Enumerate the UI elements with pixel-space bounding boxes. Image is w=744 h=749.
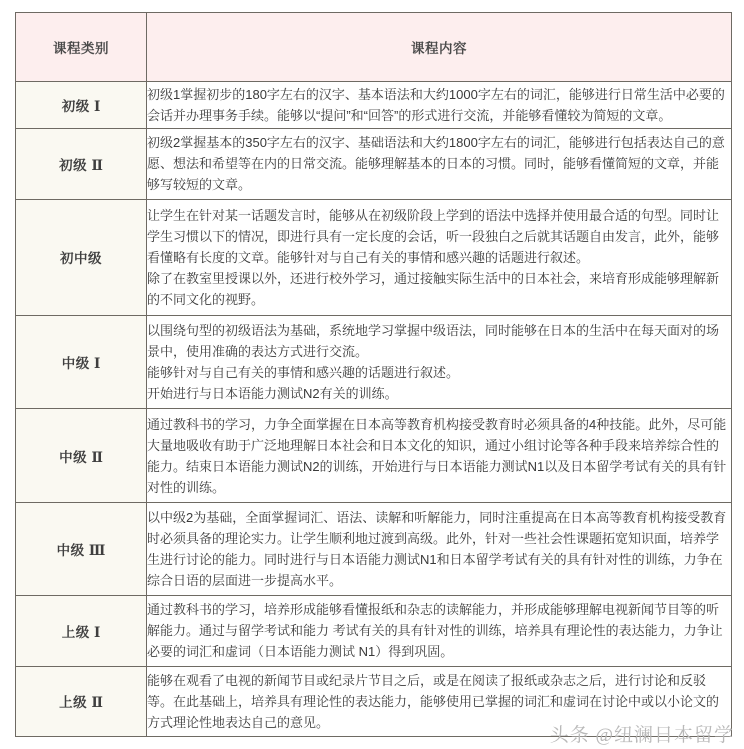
category-level: Ⅰ	[93, 624, 101, 640]
content-cell	[147, 502, 732, 595]
category-level: Ⅰ	[93, 99, 101, 115]
category-cell	[16, 596, 147, 666]
content-text-block	[147, 414, 731, 498]
content-paragraph: 除了在教室里授课以外，还进行校外学习，通过接触实际生活中的日本社会，来培育形成能够理解新的不同文化的视野。	[147, 270, 720, 307]
content-cell	[147, 129, 732, 199]
category-cell	[16, 199, 147, 315]
content-cell	[147, 409, 732, 502]
header-cell-category: 课程类别	[16, 13, 147, 82]
table-row	[16, 666, 732, 736]
table-row	[16, 502, 732, 595]
table-row	[16, 199, 732, 315]
content-cell	[147, 596, 732, 666]
category-label: 中级	[59, 449, 88, 465]
category-label: 初中级	[60, 251, 102, 267]
course-level-table	[15, 12, 732, 737]
content-text-block	[147, 507, 731, 591]
table-row	[16, 596, 732, 666]
content-text-block	[147, 320, 731, 404]
category-label: 初级	[61, 99, 90, 115]
category-level: Ⅰ	[93, 356, 101, 372]
content-cell	[147, 666, 732, 736]
category-label: 中级	[61, 356, 90, 372]
table-row	[16, 409, 732, 502]
category-level: Ⅱ	[91, 157, 103, 173]
header-cell-content: 课程内容	[147, 13, 732, 82]
category-cell	[16, 316, 147, 409]
content-text-block	[147, 599, 731, 662]
table-row	[16, 82, 732, 129]
content-paragraph: 开始进行与日本语能力测试N2有关的训练。	[147, 386, 398, 402]
content-paragraph: 通过教科书的学习，培养形成能够看懂报纸和杂志的读解能力，并形成能够理解电视新闻节目等的听解能力。通过与留学考试和能力 考试有关的具有针对性的训练，培养具有理论性的表达能力，力争让必要的词汇和虚词（日本语能力测试 N1）得到巩固。	[147, 602, 723, 660]
header-row	[16, 13, 732, 82]
category-label: 初级	[59, 157, 88, 173]
content-paragraph: 以中级2为基础，全面掌握词汇、语法、读解和听解能力，同时注重提高在日本高等教育机构接受教育时必须具备的理论实力。让学生顺利地过渡到高级。此外，针对一些社会性课题拓宽知识面，培养学生进行讨论的能力。同时进行与日本语能力测试N1和日本留学考试有关的具有针对性的训练，力争在综合日语的层面进一步提高水平。	[147, 509, 727, 589]
category-cell	[16, 502, 147, 595]
category-label: 上级	[59, 695, 88, 711]
category-level: Ⅲ	[88, 543, 106, 559]
content-paragraph: 通过教科书的学习，力争全面掌握在日本高等教育机构接受教育时必须具备的4种技能。此外，尽可能大量地吸收有助于广泛地理解日本社会和日本文化的知识，通过小组讨论等各种手段来培养综合性的能力。结束日本语能力测试N2的训练，开始进行与日本语能力测试N1以及日本留学考试有关的具有针对性的训练。	[147, 416, 727, 495]
watermark-text: 头条 @纽澜日本留学	[549, 725, 734, 746]
course-level-table-container	[15, 12, 731, 737]
content-cell	[147, 316, 732, 409]
content-paragraph: 能够针对与自己有关的事情和感兴趣的话题进行叙述。	[147, 365, 460, 381]
category-cell	[16, 409, 147, 502]
content-cell	[147, 82, 732, 129]
content-cell	[147, 199, 732, 315]
content-paragraph: 初级2掌握基本的350字左右的汉字、基础语法和大约1800字左右的词汇，能够进行包括表达自己的意愿、想法和希望等在内的日常交流。能够理解基本的日本的习惯。同时，能够看懂简短的文章，并能够写较短的文章。	[147, 135, 725, 193]
content-text-block	[147, 84, 731, 126]
category-cell	[16, 82, 147, 129]
content-text-block	[147, 670, 731, 733]
table-row	[16, 316, 732, 409]
content-paragraph: 初级1掌握初步的180字左右的汉字、基本语法和大约1000字左右的词汇，能够进行日常生活中必要的会话并办理事务手续。能够以“提问”和“回答”的形式进行交流，并能够看懂较为简短的文章。	[147, 87, 725, 124]
content-paragraph: 以围绕句型的初级语法为基础，系统地学习掌握中级语法，同时能够在日本的生活中在每天面对的场景中，使用准确的表达方式进行交流。	[147, 323, 720, 360]
content-text-block	[147, 205, 731, 310]
category-label: 上级	[61, 624, 90, 640]
content-text-block	[147, 132, 731, 195]
category-cell	[16, 666, 147, 736]
category-level: Ⅱ	[91, 695, 103, 711]
table-header	[16, 13, 732, 82]
content-paragraph: 让学生在针对某一话题发言时，能够从在初级阶段上学到的语法中选择并使用最合适的句型。同时让学生习惯以下的情况，即进行具有一定长度的会话，听一段独白之后就其话题自由发言，此外，能够看懂略有长度的文章。能够针对与自己有关的事情和感兴趣的话题进行叙述。	[147, 207, 720, 265]
category-label: 中级	[56, 543, 85, 559]
category-level: Ⅱ	[91, 449, 103, 465]
table-row	[16, 129, 732, 199]
table-body	[16, 82, 732, 737]
category-cell	[16, 129, 147, 199]
content-paragraph: 能够在观看了电视的新闻节目或纪录片节目之后，或是在阅读了报纸或杂志之后，进行讨论和反驳等。在此基础上，培养具有理论性的表达能力，能够使用已掌握的词汇和虚词在讨论中或以小论文的方式理论性地表达自己的意见。	[147, 672, 720, 730]
